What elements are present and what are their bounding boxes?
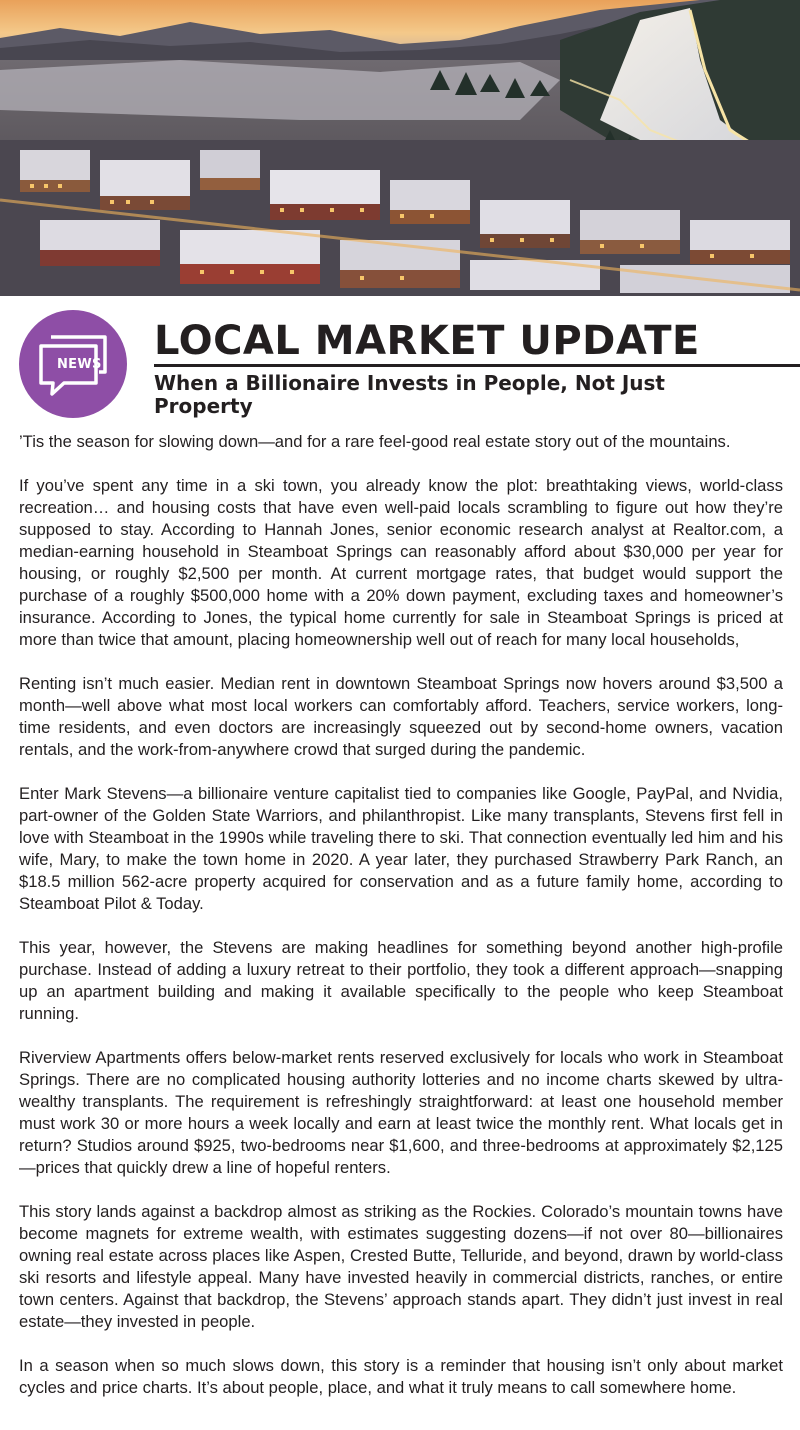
hero-image	[0, 0, 800, 296]
title-divider	[154, 364, 800, 367]
article-paragraph: This story lands against a backdrop almost as striking as the Rockies. Colorado’s mountain towns have become magnets for extreme wealth, with estimates suggesting dozens—if not over 80—billionaires owning real estate across places like Aspen, Crested Butte, Telluride, and beyond, drawn by world-class ski resorts and lifestyle appeal. Many have invested heavily in commercial districts, ranches, or entire town centers. Against that backdrop, the Stevens’ approach stands apart. They didn’t just invest in real estate—they invested in people.	[19, 1202, 783, 1331]
news-label: NEWS	[57, 357, 102, 372]
page-title: LOCAL MARKET UPDATE	[154, 318, 700, 364]
article-paragraph: In a season when so much slows down, this story is a reminder that housing isn’t only about market cycles and price charts. It’s about people, place, and what it truly means to call somewhere home.	[19, 1356, 783, 1397]
news-badge	[19, 310, 127, 418]
article-paragraph: Riverview Apartments offers below-market rents reserved exclusively for locals who work in Steamboat Springs. There are no complicated housing authority lotteries and no income charts skewed by ultra-wealthy transplants. The requirement is refreshingly straightforward: at least one household member must work 30 or more hours a week locally and earn at least twice the monthly rent. What locals get in return? Studios around $925, two-bedrooms near $1,600, and three-bedrooms at approximately $2,125—prices that quickly drew a line of hopeful renters.	[19, 1048, 783, 1177]
aerial-ski-town-photo	[0, 0, 800, 296]
article-subtitle: When a Billionaire Invests in People, Not Just Property	[154, 371, 665, 418]
article-paragraph: If you’ve spent any time in a ski town, you already know the plot: breathtaking views, world-class recreation… and housing costs that have even well-paid locals scrambling to figure out how they’re supposed to stay. According to Hannah Jones, senior economic research analyst at Realtor.com, a median-earning household in Steamboat Springs can reasonably afford about $30,000 per year for housing, or roughly $2,500 per month. At current mortgage rates, that budget would support the purchase of a roughly $500,000 home with a 20% down payment, excluding taxes and homeowner’s insurance. According to Jones, the typical home currently for sale in Steamboat Springs is priced at more than twice that amount, placing homeownership well out of reach for many local households,	[19, 476, 783, 649]
article-body	[19, 431, 783, 1399]
article-paragraph: This year, however, the Stevens are making headlines for something beyond another high-profile purchase. Instead of adding a luxury retreat to their portfolio, they took a different approach—snapping up an apartment building and making it available specifically to the people who keep Steamboat running.	[19, 938, 783, 1023]
article-paragraph: ’Tis the season for slowing down—and for a rare feel-good real estate story out of the mountains.	[19, 432, 731, 451]
article-paragraph: Enter Mark Stevens—a billionaire venture capitalist tied to companies like Google, PayPal, and Nvidia, part-owner of the Golden State Warriors, and philanthropist. Like many transplants, Stevens first fell in love with Steamboat in the 1990s while traveling there to ski. That connection eventually led him and his wife, Mary, to make the town home in 2020. A year later, they purchased Strawberry Park Ranch, an $18.5 million 562-acre property acquired for conservation and as a future family home, according to Steamboat Pilot & Today.	[19, 784, 783, 913]
article-paragraph: Renting isn’t much easier. Median rent in downtown Steamboat Springs now hovers around $3,500 a month—well above what most local workers can comfortably afford. Teachers, service workers, long-time residents, and even doctors are increasingly squeezed out by second-home owners, vacation rentals, and the work-from-anywhere crowd that surged during the pandemic.	[19, 674, 783, 759]
